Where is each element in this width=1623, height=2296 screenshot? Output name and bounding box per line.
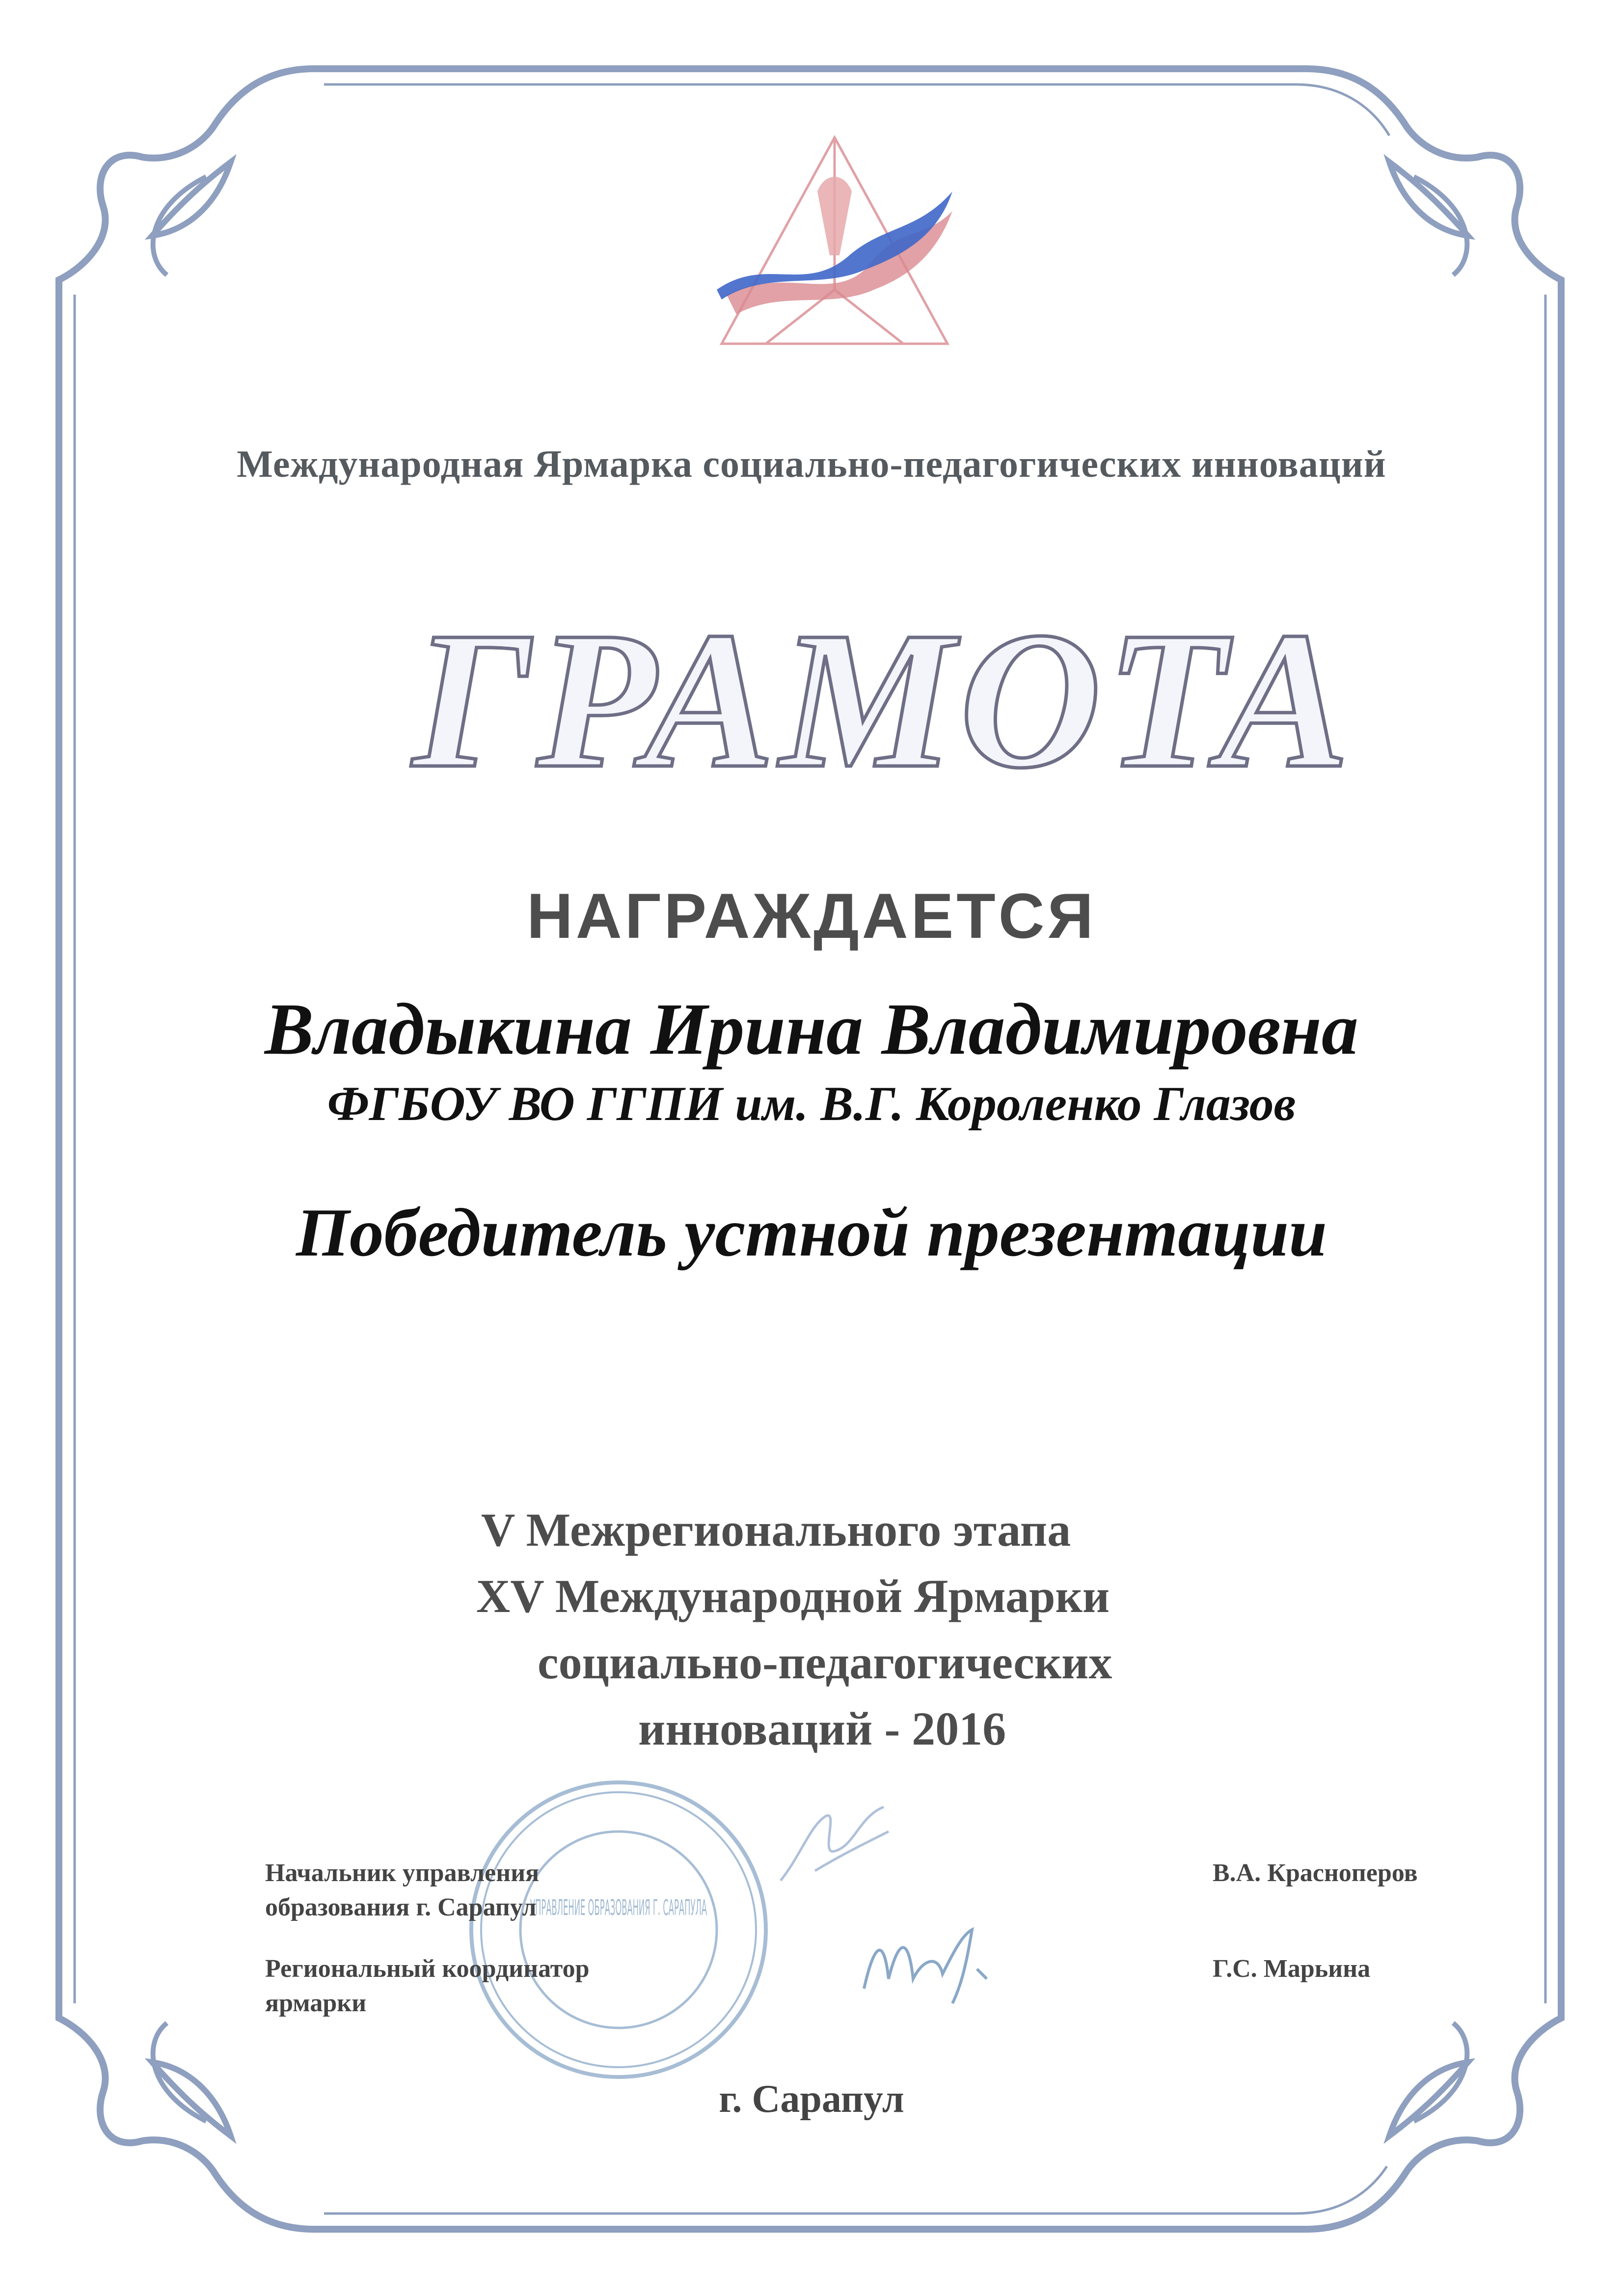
stamp-text: УПРАВЛЕНИЕ ОБРАЗОВАНИЯ Г. САРАПУЛА (530, 1895, 707, 1920)
event-line-2: XV Международной Ярмарки (476, 1570, 1110, 1622)
awarded-label: НАГРАЖДАЕТСЯ (526, 880, 1097, 952)
event-line-3: социально-педагогических (538, 1636, 1112, 1689)
certificate-title (275, 591, 1492, 810)
certificate-title-text: ГРАМОТА (412, 591, 1355, 809)
recipient-name: Владыкина Ирина Владимировна (265, 988, 1358, 1070)
signatory-2-name: Г.С. Марьина (1213, 1955, 1371, 1983)
city-label: г. Сарапул (719, 2077, 904, 2121)
signatory-2-title: Региональный координатор ярмарки (265, 1955, 590, 2017)
signature-1 (771, 1797, 898, 1895)
organization-header: Международная Ярмарка социально-педагогических инноваций (237, 442, 1386, 485)
signatory-1-name: В.А. Красноперов (1213, 1859, 1418, 1887)
official-stamp (457, 1768, 781, 2092)
fair-logo (707, 128, 962, 363)
achievement-text: Победитель устной презентации (296, 1195, 1327, 1271)
signatory-1-title: Начальник управления образования г. Сарапул (265, 1859, 540, 1921)
event-line-1: V Межрегионального этапа (481, 1503, 1071, 1556)
event-line-4: инноваций - 2016 (638, 1702, 1006, 1755)
recipient-institution: ФГБОУ ВО ГГПИ им. В.Г. Короленко Глазов (327, 1076, 1296, 1131)
signature-2 (854, 1915, 1006, 2013)
